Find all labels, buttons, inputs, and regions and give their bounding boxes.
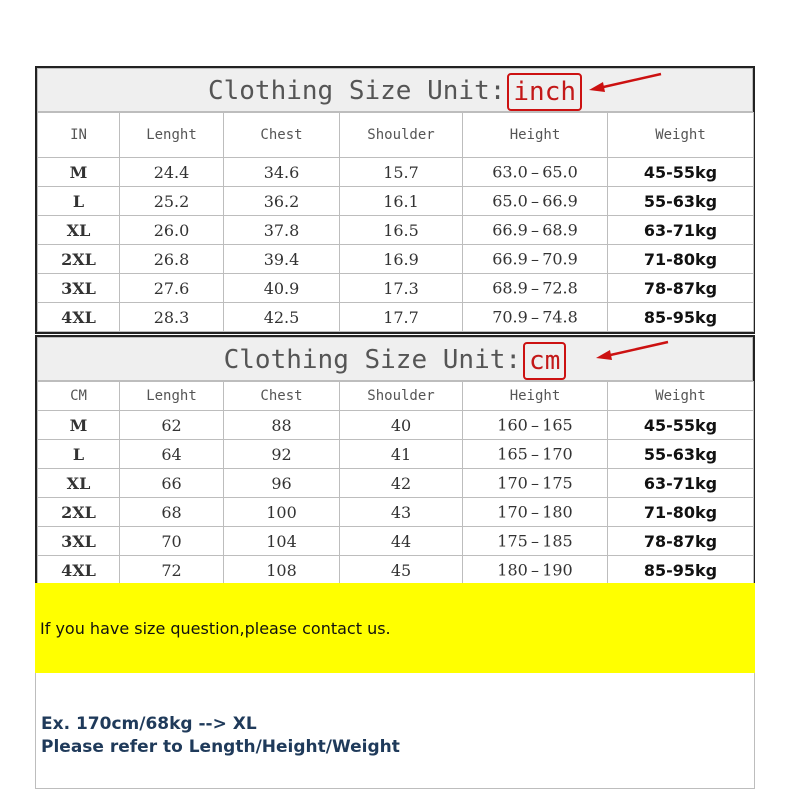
length-cell: 70 — [120, 527, 224, 556]
height-from: 170 — [497, 473, 528, 493]
height-separator: – — [531, 220, 539, 240]
height-cell — [463, 158, 608, 187]
size-cell: 2XL — [38, 498, 120, 527]
shoulder-cell: 15.7 — [340, 158, 463, 187]
height-cell — [463, 556, 608, 585]
inch-unit-highlight: inch — [507, 73, 582, 111]
height-from: 165 — [497, 444, 528, 464]
size-cell: L — [38, 440, 120, 469]
col-header-height: Height — [463, 113, 608, 158]
length-cell: 62 — [120, 411, 224, 440]
shoulder-cell: 16.1 — [340, 187, 463, 216]
shoulder-cell: 17.3 — [340, 274, 463, 303]
height-cell — [463, 245, 608, 274]
table-row — [38, 411, 754, 440]
size-cell: 4XL — [38, 556, 120, 585]
weight-cell: 45-55kg — [608, 158, 754, 187]
size-cell: 4XL — [38, 303, 120, 332]
col-header-shoulder: Shoulder — [340, 113, 463, 158]
col-header-chest: Chest — [224, 382, 340, 411]
height-to: 65.0 — [542, 162, 578, 182]
shoulder-cell: 17.7 — [340, 303, 463, 332]
height-separator: – — [531, 473, 539, 493]
length-cell: 64 — [120, 440, 224, 469]
chest-cell: 36.2 — [224, 187, 340, 216]
height-separator: – — [531, 502, 539, 522]
height-from: 160 — [497, 415, 528, 435]
height-to: 74.8 — [542, 307, 578, 327]
chest-cell: 37.8 — [224, 216, 340, 245]
height-from: 66.9 — [492, 220, 528, 240]
height-cell — [463, 527, 608, 556]
table-row — [38, 187, 754, 216]
refer-line: Please refer to Length/Height/Weight — [41, 737, 400, 757]
length-cell: 28.3 — [120, 303, 224, 332]
size-cell: XL — [38, 469, 120, 498]
weight-cell: 71-80kg — [608, 498, 754, 527]
chest-cell: 100 — [224, 498, 340, 527]
length-cell: 26.0 — [120, 216, 224, 245]
height-to: 170 — [542, 444, 573, 464]
height-to: 165 — [542, 415, 573, 435]
height-to: 175 — [542, 473, 573, 493]
shoulder-cell: 44 — [340, 527, 463, 556]
table-row — [38, 469, 754, 498]
size-cell: M — [38, 158, 120, 187]
arrow-icon — [585, 68, 665, 98]
height-cell — [463, 498, 608, 527]
chest-cell: 96 — [224, 469, 340, 498]
height-cell — [463, 411, 608, 440]
height-separator: – — [531, 249, 539, 269]
table-row — [38, 245, 754, 274]
col-header-chest: Chest — [224, 113, 340, 158]
table-row — [38, 527, 754, 556]
inch-size-table — [37, 112, 754, 332]
weight-cell: 85-95kg — [608, 556, 754, 585]
size-cell: 3XL — [38, 527, 120, 556]
weight-cell: 78-87kg — [608, 527, 754, 556]
chest-cell: 108 — [224, 556, 340, 585]
height-from: 70.9 — [492, 307, 528, 327]
col-header-unit: CM — [38, 382, 120, 411]
length-cell: 24.4 — [120, 158, 224, 187]
shoulder-cell: 45 — [340, 556, 463, 585]
inch-title-prefix: Clothing Size Unit: — [207, 76, 506, 106]
size-cell: M — [38, 411, 120, 440]
col-header-length: Lenght — [120, 113, 224, 158]
chest-cell: 34.6 — [224, 158, 340, 187]
col-header-weight: Weight — [608, 113, 754, 158]
inch-size-chart — [35, 66, 755, 334]
weight-cell: 55-63kg — [608, 440, 754, 469]
length-cell: 26.8 — [120, 245, 224, 274]
height-separator: – — [531, 531, 539, 551]
size-cell: 2XL — [38, 245, 120, 274]
height-cell — [463, 440, 608, 469]
weight-cell: 78-87kg — [608, 274, 754, 303]
col-header-length: Lenght — [120, 382, 224, 411]
table-row — [38, 158, 754, 187]
arrow-icon — [592, 336, 672, 366]
height-to: 190 — [542, 560, 573, 580]
weight-cell: 45-55kg — [608, 411, 754, 440]
cm-header-row — [38, 382, 754, 411]
chest-cell: 92 — [224, 440, 340, 469]
cm-size-table — [37, 381, 754, 585]
length-cell: 68 — [120, 498, 224, 527]
length-cell: 25.2 — [120, 187, 224, 216]
table-row — [38, 556, 754, 585]
height-from: 180 — [497, 560, 528, 580]
shoulder-cell: 16.5 — [340, 216, 463, 245]
height-from: 170 — [497, 502, 528, 522]
height-from: 63.0 — [492, 162, 528, 182]
height-separator: – — [531, 560, 539, 580]
height-to: 66.9 — [542, 191, 578, 211]
table-row — [38, 216, 754, 245]
length-cell: 27.6 — [120, 274, 224, 303]
height-separator: – — [531, 307, 539, 327]
size-cell: XL — [38, 216, 120, 245]
height-cell — [463, 187, 608, 216]
height-from: 68.9 — [492, 278, 528, 298]
chest-cell: 88 — [224, 411, 340, 440]
height-to: 68.9 — [542, 220, 578, 240]
chest-cell: 104 — [224, 527, 340, 556]
length-cell: 72 — [120, 556, 224, 585]
chest-cell: 39.4 — [224, 245, 340, 274]
height-separator: – — [531, 415, 539, 435]
cm-unit-highlight: cm — [523, 342, 566, 380]
col-header-height: Height — [463, 382, 608, 411]
height-cell — [463, 216, 608, 245]
length-cell: 66 — [120, 469, 224, 498]
height-to: 70.9 — [542, 249, 578, 269]
table-row — [38, 440, 754, 469]
size-cell: L — [38, 187, 120, 216]
height-separator: – — [531, 191, 539, 211]
size-cell: 3XL — [38, 274, 120, 303]
height-cell — [463, 274, 608, 303]
col-header-weight: Weight — [608, 382, 754, 411]
height-from: 175 — [497, 531, 528, 551]
shoulder-cell: 43 — [340, 498, 463, 527]
weight-cell: 63-71kg — [608, 469, 754, 498]
height-from: 65.0 — [492, 191, 528, 211]
col-header-shoulder: Shoulder — [340, 382, 463, 411]
inch-header-row — [38, 113, 754, 158]
height-to: 72.8 — [542, 278, 578, 298]
height-from: 66.9 — [492, 249, 528, 269]
shoulder-cell: 42 — [340, 469, 463, 498]
weight-cell: 71-80kg — [608, 245, 754, 274]
cm-size-chart — [35, 335, 755, 587]
shoulder-cell: 16.9 — [340, 245, 463, 274]
height-cell — [463, 303, 608, 332]
table-row — [38, 498, 754, 527]
weight-cell: 55-63kg — [608, 187, 754, 216]
table-row — [38, 274, 754, 303]
shoulder-cell: 41 — [340, 440, 463, 469]
height-to: 185 — [542, 531, 573, 551]
height-separator: – — [531, 278, 539, 298]
chest-cell: 42.5 — [224, 303, 340, 332]
height-cell — [463, 469, 608, 498]
contact-banner — [35, 583, 755, 673]
shoulder-cell: 40 — [340, 411, 463, 440]
chest-cell: 40.9 — [224, 274, 340, 303]
cm-title-prefix: Clothing Size Unit: — [223, 345, 522, 375]
height-separator: – — [531, 444, 539, 464]
size-example-note — [35, 673, 755, 789]
weight-cell: 63-71kg — [608, 216, 754, 245]
height-separator: – — [531, 162, 539, 182]
example-line: Ex. 170cm/68kg --> XL — [41, 714, 257, 734]
col-header-unit: IN — [38, 113, 120, 158]
table-row — [38, 303, 754, 332]
contact-text: If you have size question,please contact us. — [40, 618, 391, 638]
weight-cell: 85-95kg — [608, 303, 754, 332]
height-to: 180 — [542, 502, 573, 522]
